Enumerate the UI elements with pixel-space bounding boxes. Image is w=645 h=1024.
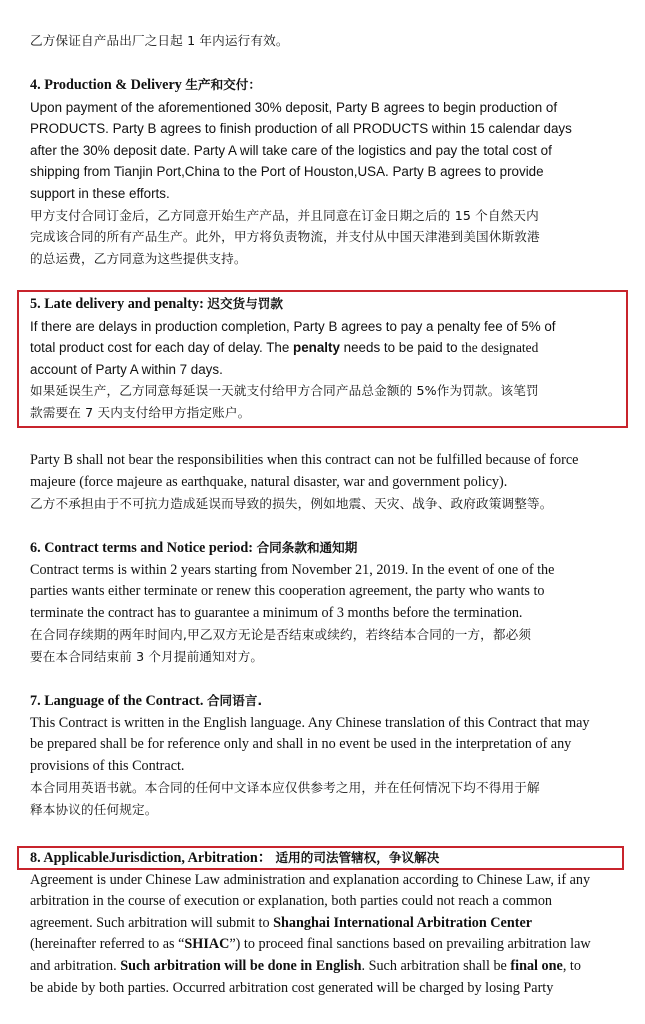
- section-7-cn-line: 释本协议的任何规定。: [30, 801, 158, 817]
- arbitration-language-clause: Such arbitration will be done in English: [120, 957, 362, 974]
- section-5-penalty-word: penalty: [293, 340, 340, 356]
- section-8-line-5-b: . Such arbitration shall be: [361, 957, 507, 974]
- warranty-clause: [30, 30, 620, 52]
- section-4-heading-en: 4. Production & Delivery: [30, 77, 182, 93]
- section-6-en-line: Contract terms is within 2 years starting from November 21, 2019. In the event of one of the: [30, 561, 555, 578]
- warranty-text: 乙方保证自产品出厂之日起 1 年内运行有效。: [30, 33, 289, 48]
- force-majeure-en-line: Party B shall not bear the responsibilities when this contract can not be fulfilled because of force: [30, 452, 579, 468]
- section-6-en-line: terminate the contract has to guarantee a minimum of 3 months before the termination.: [30, 604, 523, 621]
- section-5-line-2-c: the designated: [461, 340, 539, 356]
- section-7-heading-en: 7. Language of the Contract.: [30, 693, 204, 709]
- section-4-cn-line: 完成该合同的所有产品生产。此外，甲方将负责物流，并支付从中国天津港到美国休斯敦港: [30, 229, 540, 245]
- section-8-line-4: [30, 934, 620, 956]
- section-6-heading-en: 6. Contract terms and Notice period:: [30, 540, 254, 556]
- section-4-cn-line: 甲方支付合同订金后，乙方同意开始生产产品，并且同意在订金日期之后的 15 个自然天内: [30, 207, 539, 223]
- section-5-line-2-b: needs to be paid to: [343, 340, 458, 356]
- section-6: [30, 537, 620, 668]
- section-8: [30, 847, 620, 999]
- section-4-heading: [30, 74, 620, 97]
- section-4-en-line: PRODUCTS. Party B agrees to finish production of all PRODUCTS within 15 calendar days: [30, 121, 572, 137]
- section-6-cn-line: 要在本合同结束前 3 个月提前通知对方。: [30, 648, 264, 664]
- section-5-line-2-a: total product cost for each day of delay. The: [30, 340, 290, 356]
- shiac-full-name: Shanghai International Arbitration Center: [273, 914, 533, 931]
- section-8-heading-en: 8. ApplicableJurisdiction, Arbitration：: [30, 850, 272, 866]
- section-5-heading: [30, 293, 620, 316]
- section-8-line-6: be abide by both parties. Occurred arbitration cost generated will be charged by losing Party: [30, 979, 554, 996]
- section-4-cn-line: 的总运费，乙方同意为这些提供支持。: [30, 250, 247, 266]
- section-4: [30, 74, 620, 269]
- section-6-heading: [30, 537, 620, 560]
- section-8-line-4-b: ”) to proceed final sanctions based on prevailing arbitration law: [229, 936, 591, 953]
- section-8-line-3: [30, 913, 620, 935]
- section-8-line-5: [30, 956, 620, 978]
- section-7-heading-cn: 合同语言.: [206, 693, 263, 708]
- section-5-line-3: account of Party A within 7 days.: [30, 361, 223, 377]
- section-7: [30, 690, 620, 821]
- section-5-line-1: If there are delays in production completion, Party B agrees to pay a penalty fee of 5% of: [30, 318, 556, 334]
- section-8-heading-cn: 适用的司法管辖权，争议解决: [275, 850, 440, 865]
- section-8-heading: [30, 847, 620, 870]
- section-7-cn-line: 本合同用英语书就。本合同的任何中文译本应仅供参考之用，并在任何情况下均不得用于解: [30, 780, 540, 796]
- section-8-line-5-a: and arbitration.: [30, 957, 117, 974]
- section-5-cn-line: 款需要在 7 天内支付给甲方指定账户。: [30, 404, 251, 420]
- section-4-en-line: Upon payment of the aforementioned 30% deposit, Party B agrees to begin production of: [30, 99, 558, 115]
- force-majeure-clause: [30, 450, 620, 515]
- section-7-heading: [30, 690, 620, 713]
- section-7-en-line: This Contract is written in the English language. Any Chinese translation of this Contract that may: [30, 714, 590, 731]
- section-5: [30, 293, 620, 424]
- section-6-en-line: parties wants either terminate or renew this cooperation agreement, the party who wants to: [30, 583, 545, 600]
- section-4-heading-cn: 生产和交付：: [185, 77, 261, 92]
- section-4-en-line: support in these efforts.: [30, 185, 170, 201]
- section-8-line-3-a: agreement. Such arbitration will submit to: [30, 914, 270, 931]
- force-majeure-en-line: majeure (force majeure as earthquake, natural disaster, war and government policy).: [30, 473, 508, 490]
- force-majeure-cn-line: 乙方不承担由于不可抗力造成延误而导致的损失，例如地震、天灾、战争、政府政策调整等。: [30, 496, 553, 512]
- section-7-en-line: be prepared shall be for reference only and shall in no event be used in the interpretation of any: [30, 736, 572, 753]
- section-4-en-line: shipping from Tianjin Port,China to the Port of Houston,USA. Party B agrees to provide: [30, 164, 544, 180]
- section-8-line-4-a: (hereinafter referred to as “: [30, 936, 185, 953]
- final-one-phrase: final one: [510, 957, 563, 974]
- section-5-cn-line: 如果延误生产，乙方同意每延误一天就支付给甲方合同产品总金额的 5%作为罚款。该笔罚: [30, 383, 539, 399]
- section-5-heading-en: 5. Late delivery and penalty:: [30, 296, 204, 312]
- section-7-en-line: provisions of this Contract.: [30, 757, 185, 774]
- section-5-line-2: [30, 337, 620, 359]
- section-8-line-1: Agreement is under Chinese Law administration and explanation according to Chinese Law, if any: [30, 871, 591, 888]
- section-4-en-line: after the 30% deposit date. Party A will take care of the logistics and pay the total cost of: [30, 142, 552, 158]
- section-5-heading-cn: 迟交货与罚款: [207, 296, 283, 311]
- section-8-line-5-c: , to: [562, 957, 581, 974]
- section-8-line-2: arbitration in the course of execution or explanation, both parties could not reach a common: [30, 893, 553, 910]
- section-6-cn-line: 在合同存续期的两年时间内,甲乙双方无论是否结束或续约，若终结本合同的一方，都必须: [30, 627, 532, 643]
- section-6-heading-cn: 合同条款和通知期: [256, 540, 358, 555]
- shiac-abbrev: SHIAC: [184, 936, 230, 953]
